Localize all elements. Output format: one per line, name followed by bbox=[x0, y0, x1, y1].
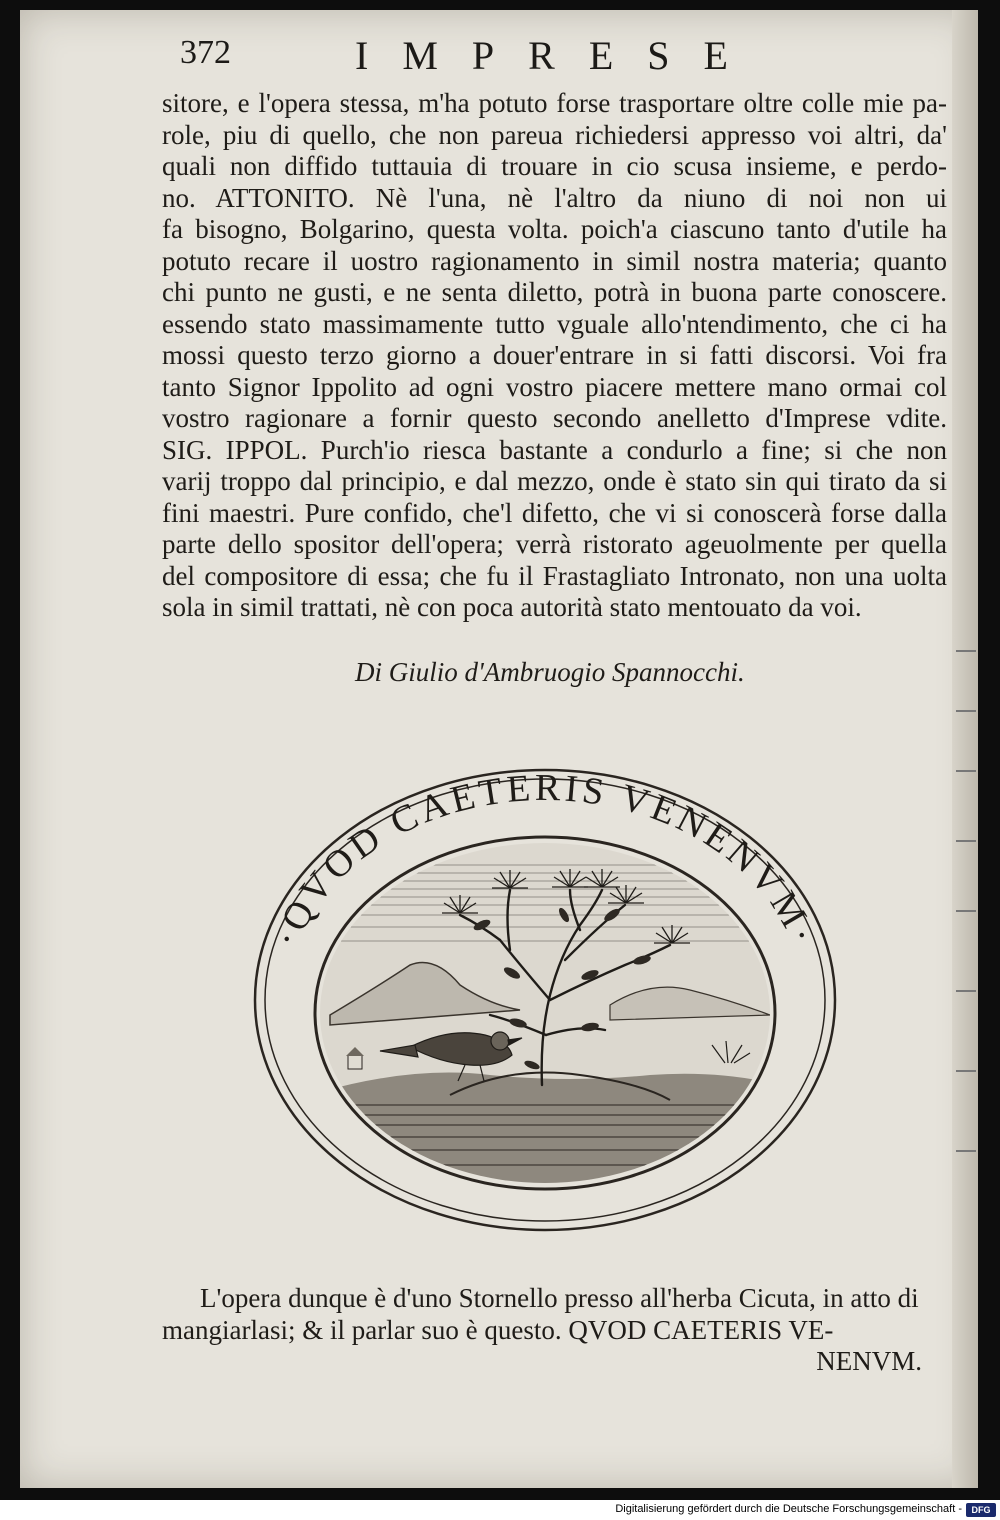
dfg-logo: DFG bbox=[966, 1503, 996, 1517]
text-line: role, piu di quello, che non pareua richiedersi appresso voi altri, da' bbox=[162, 119, 947, 150]
digitization-credit: Digitalisierung gefördert durch die Deutsche Forschungsgemeinschaft - bbox=[615, 1503, 962, 1515]
text-line: SIG. IPPOL. Purch'io riesca bastante a condurlo a fine; si che non bbox=[162, 434, 947, 465]
emblem-caption bbox=[162, 1283, 947, 1378]
caption-line: NENVM. bbox=[816, 1346, 922, 1376]
text-line: sola in simil trattati, nè con poca autorità stato mentouato da voi. bbox=[162, 592, 862, 622]
text-line: parte dello spositor dell'opera; verrà ristorato ageuolmente per quella bbox=[162, 529, 947, 559]
page-number: 372 bbox=[180, 34, 231, 71]
emblem-motto: ·QVOD CAETERIS VENENVM· bbox=[265, 766, 825, 953]
digitization-footer bbox=[0, 1500, 1000, 1520]
body-text bbox=[162, 88, 947, 624]
text-line: no. ATTONITO. Nè l'una, nè l'altro da niuno di noi non ui bbox=[162, 182, 947, 213]
text-line: mossi questo terzo giorno a douer'entrare in si fatti discorsi. Voi fra bbox=[162, 340, 947, 370]
text-line: sitore, e l'opera stessa, m'ha potuto forse trasportare oltre colle mie pa- bbox=[162, 88, 947, 118]
text-line: tanto Signor Ippolito ad ogni vostro piacere mettere mano ormai col bbox=[162, 371, 947, 402]
text-line: varij troppo dal principio, e dal mezzo, onde è stato sin qui tirato da si bbox=[162, 466, 947, 496]
starling-beside-hemlock-plant-icon bbox=[250, 765, 840, 1235]
running-head bbox=[180, 30, 762, 80]
caption-line: mangiarlasi; & il parlar suo è questo. QVOD CAETERIS VE- bbox=[162, 1314, 834, 1345]
text-line: del compositore di essa; che fu il Frastagliato Intronato, non una uolta bbox=[162, 560, 947, 591]
page-edge bbox=[952, 10, 978, 1488]
emblem-attribution: Di Giulio d'Ambruogio Spannocchi. bbox=[355, 657, 745, 687]
text-line: potuto recare il uostro ragionamento in simil nostra materia; quanto bbox=[162, 245, 947, 276]
running-title: IMPRESE bbox=[355, 33, 762, 78]
text-line: fini maestri. Pure confido, che'l difetto, che vi si conoscerà forse dalla bbox=[162, 497, 947, 528]
text-line: essendo stato massimamente tutto vguale allo'ntendimento, che ci ha bbox=[162, 308, 947, 339]
text-line: chi punto ne gusti, e ne senta diletto, potrà in buona parte conoscere. bbox=[162, 277, 947, 307]
text-line: vostro ragionare a fornir questo secondo anelletto d'Imprese vdite. bbox=[162, 403, 947, 433]
text-line: fa bisogno, Bolgarino, questa volta. poich'a ciascuno tanto d'utile ha bbox=[162, 214, 947, 244]
caption-line: L'opera dunque è d'uno Stornello presso all'herba Cicuta, in atto di bbox=[200, 1283, 919, 1313]
text-line: quali non diffido tuttauia di trouare in cio scusa insieme, e perdo- bbox=[162, 151, 947, 181]
